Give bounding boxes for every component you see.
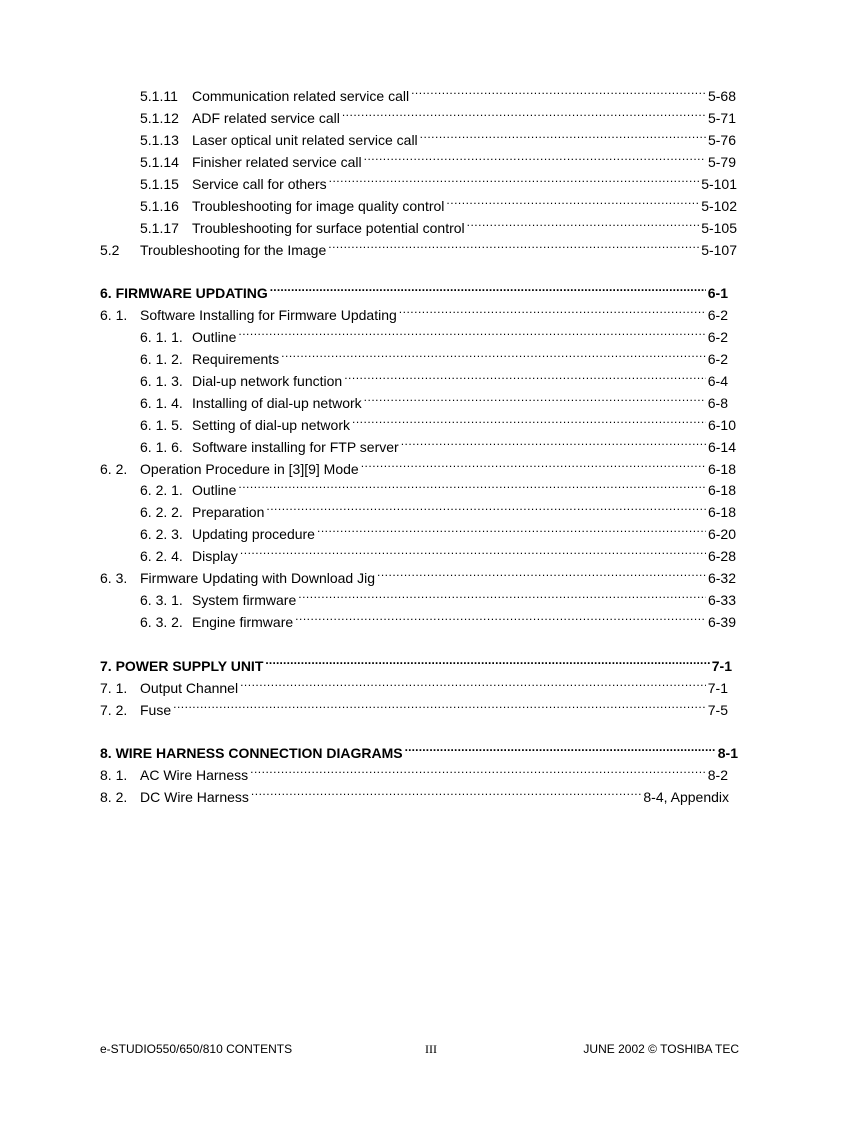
toc-page: 6-18 (707, 482, 736, 498)
toc-entry (140, 495, 736, 520)
toc-entry (140, 386, 728, 411)
toc-title: Communication related service call (192, 88, 410, 104)
toc-title: Service call for others (192, 176, 327, 192)
toc-leader (401, 430, 706, 452)
toc-page: 6-10 (707, 417, 736, 433)
toc-number: 6. 1. 1. (140, 329, 183, 345)
toc-leader (240, 539, 706, 561)
toc-chapter (100, 276, 728, 301)
toc-page: 6-33 (707, 592, 736, 608)
toc-page: 7-5 (707, 702, 728, 718)
toc-number: 5.1.14 (140, 154, 179, 170)
toc-number: 6. 3. (100, 570, 128, 586)
toc-leader (173, 693, 706, 715)
toc-leader (446, 189, 699, 211)
toc-title: Laser optical unit related service call (192, 132, 418, 148)
toc-entry (140, 430, 736, 455)
footer-document-title: e-STUDIO550/650/810 CONTENTS (100, 1042, 293, 1056)
toc-title: Display (192, 548, 238, 564)
toc-title: Finisher related service call (192, 154, 362, 170)
toc-page: 7-1 (707, 680, 728, 696)
toc-page: 6-4 (707, 373, 728, 389)
toc-entry (140, 101, 736, 126)
toc-number: 6. 2. 3. (140, 526, 183, 542)
toc-chapter (100, 649, 732, 674)
toc-entry (140, 583, 736, 608)
toc-number: 6. 1. 4. (140, 395, 183, 411)
toc-page: 8-1 (717, 745, 738, 761)
toc-leader (352, 408, 706, 430)
toc-leader (399, 298, 706, 320)
toc-leader (364, 386, 706, 408)
toc-leader (250, 758, 706, 780)
toc-title: Fuse (140, 702, 172, 718)
toc-entry (140, 167, 737, 192)
toc-entry (140, 517, 736, 542)
toc-page: 6-14 (707, 439, 736, 455)
toc-title: Requirements (192, 351, 280, 367)
toc-page: 6-18 (707, 504, 736, 520)
toc-entry (100, 233, 737, 258)
toc-title: ADF related service call (192, 110, 340, 126)
toc-leader (317, 517, 706, 539)
toc-number: 7. 1. (100, 680, 128, 696)
toc-entry (140, 342, 728, 367)
toc-entry (100, 452, 736, 477)
toc-title: System firmware (192, 592, 297, 608)
toc-number: 7. 2. (100, 702, 128, 718)
toc-entry (100, 693, 728, 718)
footer-page-number: III (425, 1042, 437, 1056)
toc-leader (467, 211, 700, 233)
toc-leader (298, 583, 706, 605)
toc-entry (140, 408, 736, 433)
toc-page: 6-39 (707, 614, 736, 630)
toc-title: Operation Procedure in [3][9] Mode (140, 461, 359, 477)
toc-title: 7. POWER SUPPLY UNIT (100, 658, 264, 674)
toc-number: 5.1.11 (140, 88, 178, 104)
toc-entry (140, 539, 736, 564)
toc-number: 6. 2. 1. (140, 482, 183, 498)
toc-number: 6. 3. 2. (140, 614, 183, 630)
toc-leader (240, 671, 706, 693)
toc-entry (140, 605, 736, 630)
toc-title: Software installing for FTP server (192, 439, 399, 455)
toc-number: 8. 1. (100, 767, 128, 783)
toc-number: 6. 1. (100, 307, 128, 323)
toc-number: 6. 2. (100, 461, 128, 477)
toc-page: 6-2 (707, 351, 728, 367)
toc-page: 5-105 (701, 220, 737, 236)
toc-page: 5-68 (707, 88, 736, 104)
toc-page: 6-8 (707, 395, 728, 411)
toc-number: 5.1.13 (140, 132, 179, 148)
toc-leader (344, 364, 706, 386)
toc-title: Troubleshooting for surface potential control (192, 220, 465, 236)
toc-leader (405, 736, 716, 758)
toc-page: 8-2 (707, 767, 728, 783)
toc-entry (100, 298, 728, 323)
toc-number: 5.1.12 (140, 110, 179, 126)
toc-number: 6. 1. 3. (140, 373, 183, 389)
footer-date-copyright: JUNE 2002 © TOSHIBA TEC (583, 1042, 739, 1056)
toc-page: 5-71 (707, 110, 736, 126)
toc-number: 5.2 (100, 242, 120, 258)
toc-page: 6-1 (707, 285, 728, 301)
toc-title: Output Channel (140, 680, 239, 696)
toc-entry (100, 780, 729, 805)
toc-title: Setting of dial-up network (192, 417, 350, 433)
toc-title: Troubleshooting for the Image (140, 242, 327, 258)
toc-page: 5-101 (701, 176, 737, 192)
toc-entry (140, 123, 736, 148)
toc-page: 6-2 (707, 307, 728, 323)
toc-page: 8-4, Appendix (643, 789, 729, 805)
toc-entry (100, 561, 736, 586)
toc-number: 6. 1. 6. (140, 439, 183, 455)
toc-page: 5-107 (701, 242, 737, 258)
toc-leader (328, 233, 699, 255)
toc-entry (100, 671, 728, 696)
toc-page: 6-32 (707, 570, 736, 586)
toc-title: Software Installing for Firmware Updating (140, 307, 397, 323)
toc-number: 8. 2. (100, 789, 128, 805)
toc-entry (140, 473, 736, 498)
toc-number: 5.1.16 (140, 198, 179, 214)
toc-page: 6-2 (707, 329, 728, 345)
toc-title: Outline (192, 329, 237, 345)
toc-number: 6. 2. 2. (140, 504, 183, 520)
toc-leader (342, 101, 706, 123)
toc-leader (266, 495, 706, 517)
toc-page: 6-20 (707, 526, 736, 542)
toc-title: Engine firmware (192, 614, 294, 630)
toc-page: 6-18 (707, 461, 736, 477)
toc-number: 5.1.17 (140, 220, 179, 236)
toc-leader (251, 780, 641, 802)
toc-number: 6. 3. 1. (140, 592, 183, 608)
toc-entry (140, 320, 728, 345)
toc-number: 6. 1. 2. (140, 351, 183, 367)
toc-leader (377, 561, 706, 583)
toc-number: 6. 1. 5. (140, 417, 183, 433)
toc-entry (140, 79, 736, 104)
toc-entry (140, 211, 737, 236)
toc-title: DC Wire Harness (140, 789, 249, 805)
toc-title: 8. WIRE HARNESS CONNECTION DIAGRAMS (100, 745, 403, 761)
toc-page: 6-28 (707, 548, 736, 564)
toc-leader (329, 167, 700, 189)
toc-title: Preparation (192, 504, 265, 520)
toc-leader (295, 605, 706, 627)
toc-entry (140, 189, 737, 214)
toc-leader (281, 342, 706, 364)
toc-leader (361, 452, 706, 474)
toc-leader (265, 649, 709, 671)
toc-leader (238, 320, 705, 342)
toc-leader (270, 276, 706, 298)
toc-chapter (100, 736, 738, 761)
toc-title: 6. FIRMWARE UPDATING (100, 285, 268, 301)
toc-page: 5-102 (701, 198, 737, 214)
toc-entry (140, 145, 736, 170)
toc-title: Outline (192, 482, 237, 498)
toc-title: Troubleshooting for image quality control (192, 198, 445, 214)
toc-page: 7-1 (711, 658, 732, 674)
toc-leader (420, 123, 706, 145)
toc-title: Firmware Updating with Download Jig (140, 570, 375, 586)
toc-entry (140, 364, 728, 389)
toc-page: 5-79 (707, 154, 736, 170)
toc-leader (411, 79, 706, 101)
toc-title: Installing of dial-up network (192, 395, 362, 411)
toc-leader (364, 145, 706, 167)
toc-title: AC Wire Harness (140, 767, 249, 783)
toc-entry (100, 758, 728, 783)
toc-title: Updating procedure (192, 526, 315, 542)
toc-number: 6. 2. 4. (140, 548, 183, 564)
toc-page: 5-76 (707, 132, 736, 148)
toc-number: 5.1.15 (140, 176, 179, 192)
toc-title: Dial-up network function (192, 373, 343, 389)
toc-leader (238, 473, 706, 495)
